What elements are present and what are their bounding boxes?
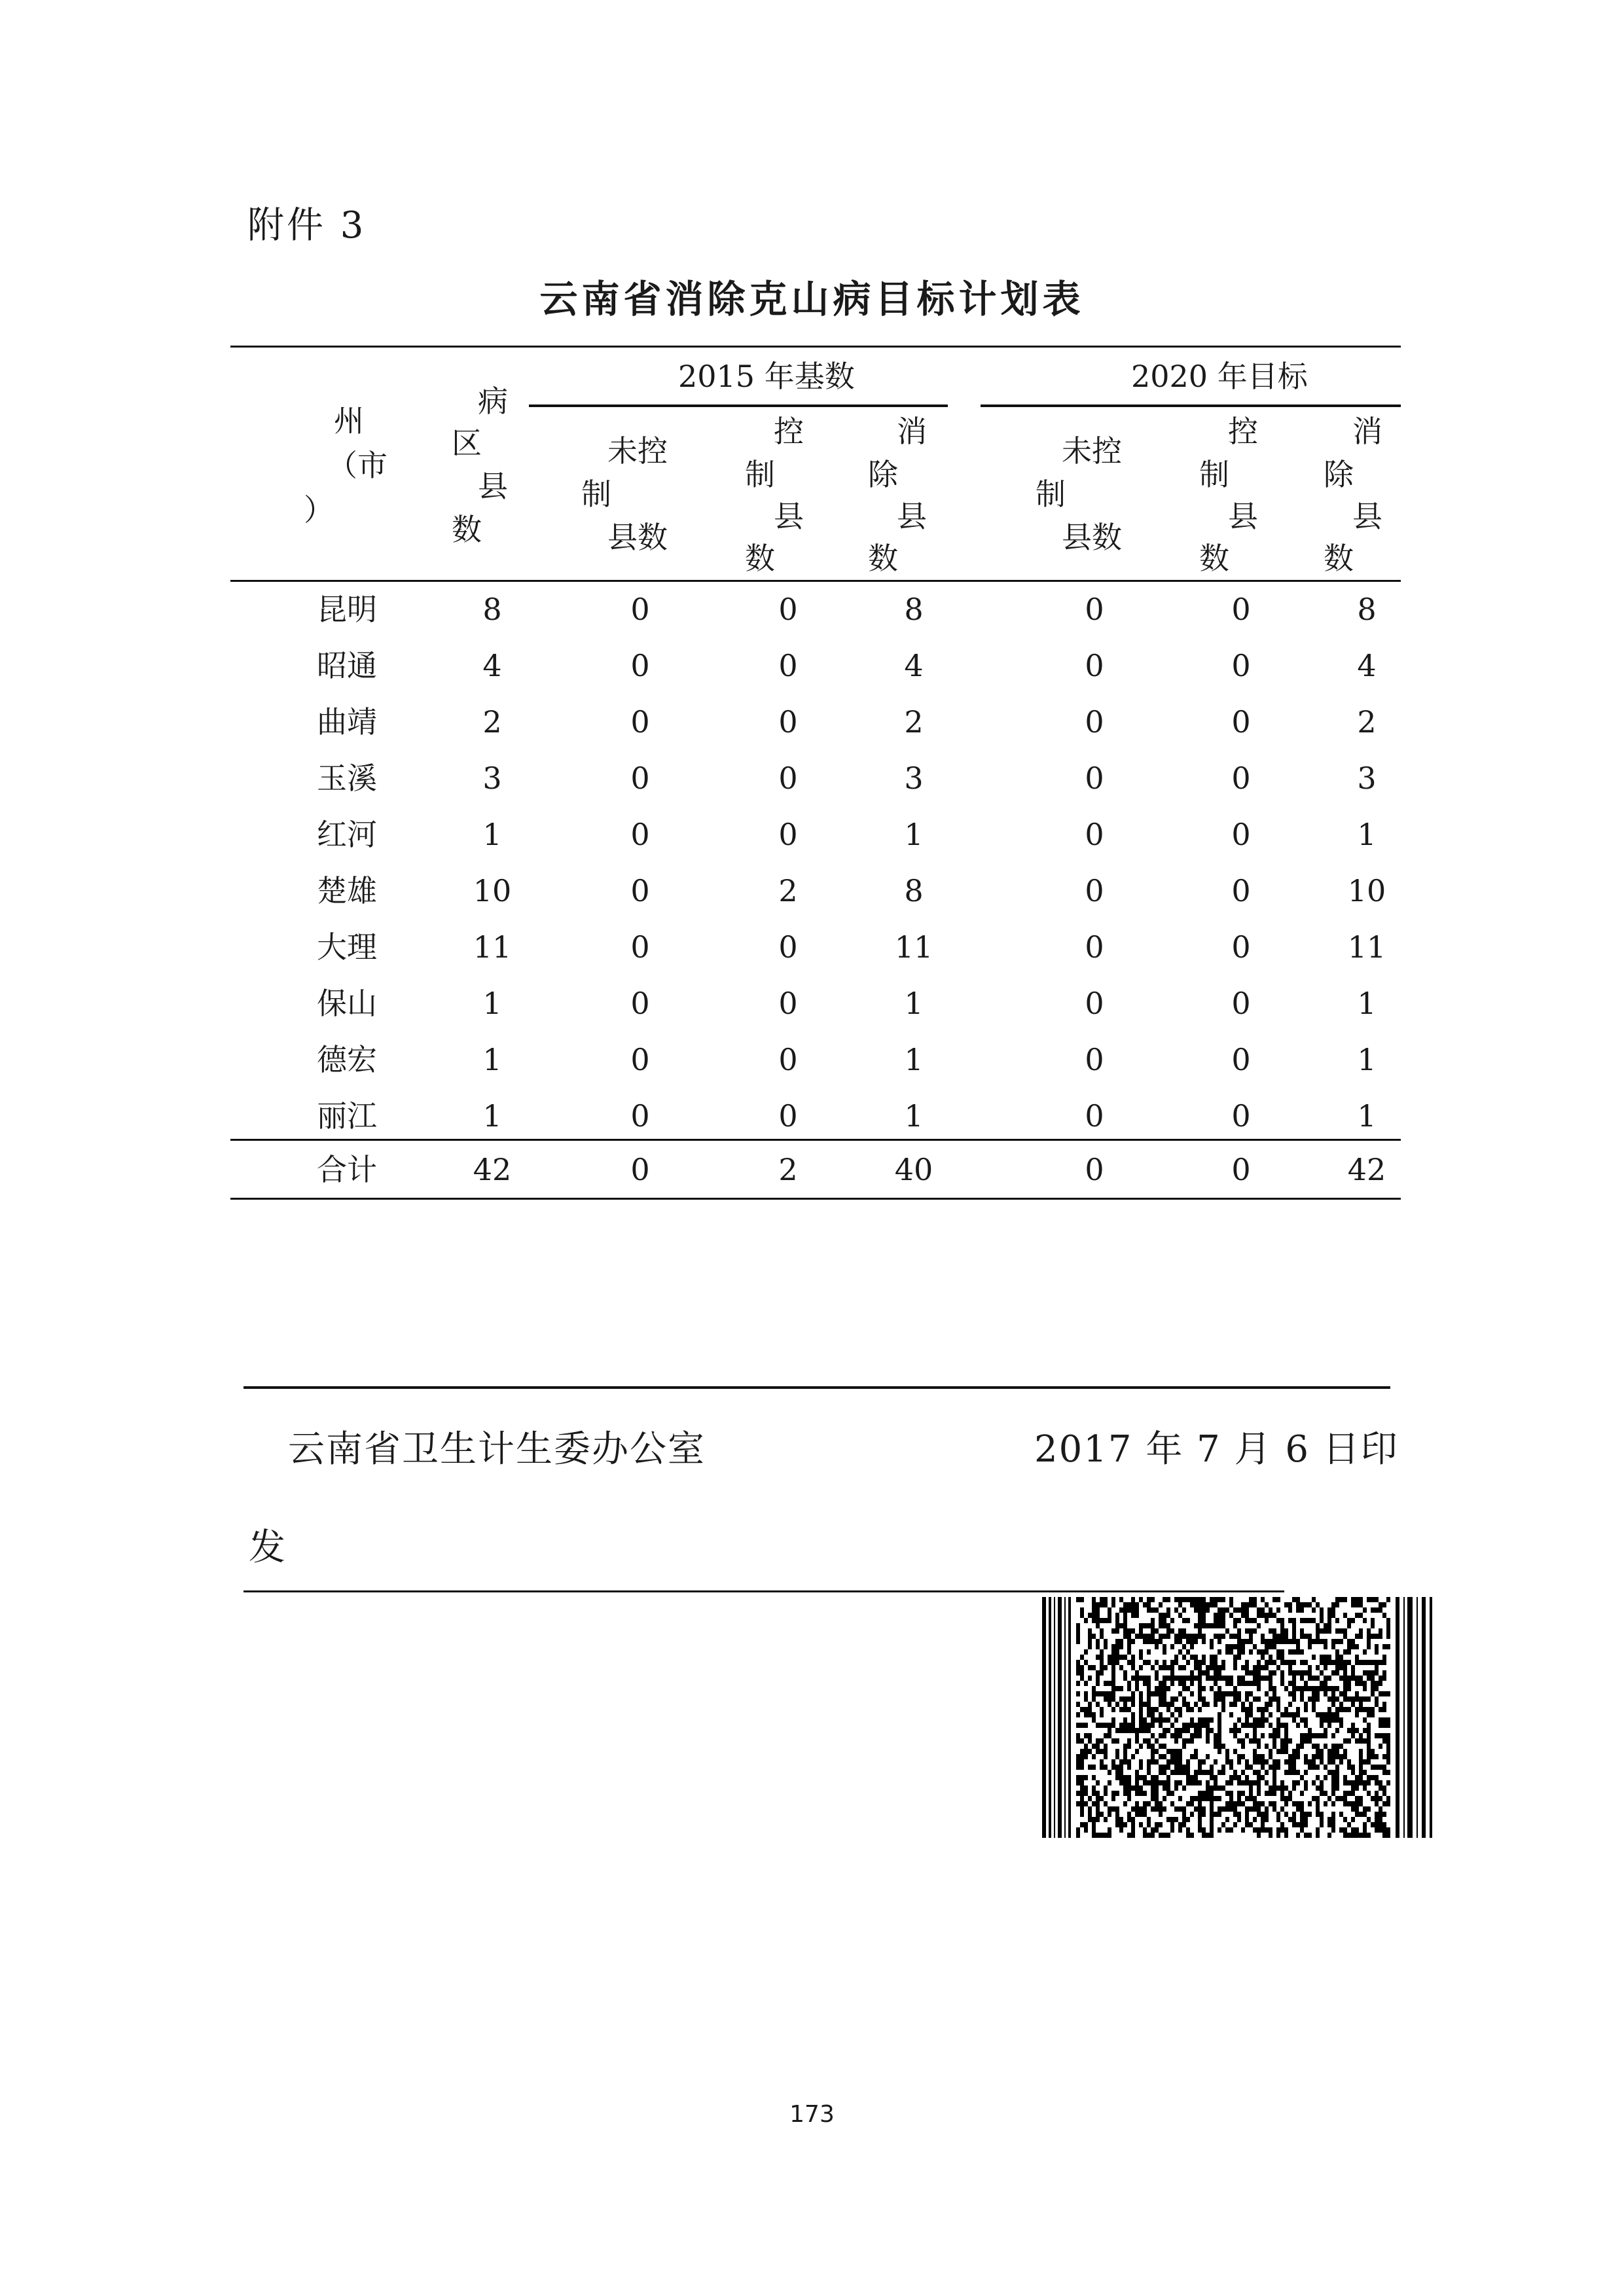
table-row-7-t_unctrl: 0 [1085, 986, 1104, 1021]
table-row-7-counties: 1 [482, 986, 502, 1021]
header-2020-controlled-char-3: 数 [1199, 541, 1229, 576]
header-county-char-3: 数 [452, 512, 482, 547]
table-row-7-name: 保山 [317, 986, 377, 1021]
header-county-char-2: 县 [478, 469, 508, 504]
header-2020-controlled-char-1: 制 [1199, 457, 1229, 492]
header-group-2015: 2015 年基数 [678, 359, 855, 394]
table-row-8-b_elim: 1 [904, 1042, 924, 1077]
issue-date-wrap: 发 [249, 1526, 287, 1569]
header-county-char-1: 区 [452, 425, 482, 461]
barcode-image [1042, 1597, 1435, 1838]
header-2020-eliminated-char-2: 县 [1352, 499, 1382, 534]
header-2015-eliminated-char-2: 县 [897, 499, 927, 534]
table-row-6-b_elim: 11 [894, 929, 933, 965]
table-row-4-b_elim: 1 [904, 817, 924, 852]
table-row-2-t_unctrl: 0 [1085, 704, 1104, 740]
table-row-7-t_ctrl: 0 [1231, 986, 1251, 1021]
header-2015-eliminated-char-3: 数 [868, 541, 898, 576]
total-top-rule [230, 1139, 1401, 1141]
table-row-1-counties: 4 [482, 648, 502, 683]
table-row-3-b_unctrl: 0 [630, 761, 650, 796]
table-row-3-counties: 3 [482, 761, 502, 796]
table-row-9-counties: 1 [482, 1098, 502, 1134]
header-prefecture-char-1: （市 [327, 448, 388, 483]
table-row-4-b_unctrl: 0 [630, 817, 650, 852]
header-prefecture-char-0: 州 [334, 403, 364, 439]
table-row-8-t_ctrl: 0 [1231, 1042, 1251, 1077]
header-2020-uncontrolled-char-1: 制 [1036, 476, 1066, 512]
table-row-9-b_elim: 1 [904, 1098, 924, 1134]
table-row-2-b_ctrl: 0 [778, 704, 798, 740]
header-2015-controlled-char-2: 县 [774, 499, 804, 534]
footer-bottom-rule [244, 1590, 1284, 1592]
table-row-6-t_unctrl: 0 [1085, 929, 1104, 965]
table-row-2-b_elim: 2 [904, 704, 924, 740]
table-row-7-t_elim: 1 [1357, 986, 1377, 1021]
group-2020-rule [981, 404, 1401, 407]
table-top-rule [230, 346, 1401, 348]
table-row-9-t_elim: 1 [1357, 1098, 1377, 1134]
table-total-row-b_elim: 40 [894, 1152, 933, 1187]
table-total-row-b_unctrl: 0 [630, 1152, 650, 1187]
table-row-8-t_unctrl: 0 [1085, 1042, 1104, 1077]
header-2015-eliminated-char-1: 除 [868, 457, 898, 492]
table-row-9-t_ctrl: 0 [1231, 1098, 1251, 1134]
table-row-3-b_elim: 3 [904, 761, 924, 796]
table-total-row-t_ctrl: 0 [1231, 1152, 1251, 1187]
table-row-3-b_ctrl: 0 [778, 761, 798, 796]
header-2020-controlled-char-0: 控 [1228, 414, 1258, 449]
table-row-9-b_ctrl: 0 [778, 1098, 798, 1134]
header-2020-uncontrolled-char-2: 县数 [1062, 520, 1122, 555]
header-2020-controlled-char-2: 县 [1228, 499, 1258, 534]
header-2015-controlled-char-0: 控 [774, 414, 804, 449]
table-row-5-b_ctrl: 2 [778, 873, 798, 908]
table-row-3-name: 玉溪 [317, 761, 377, 796]
header-2015-eliminated-char-0: 消 [897, 414, 927, 449]
table-row-1-t_elim: 4 [1357, 648, 1377, 683]
table-row-0-counties: 8 [482, 592, 502, 627]
table-row-6-b_unctrl: 0 [630, 929, 650, 965]
header-prefecture-char-2: ） [304, 492, 334, 528]
table-row-6-name: 大理 [317, 929, 377, 965]
table-row-2-t_ctrl: 0 [1231, 704, 1251, 740]
table-row-6-counties: 11 [473, 929, 512, 965]
table-row-2-b_unctrl: 0 [630, 704, 650, 740]
table-row-5-t_elim: 10 [1347, 873, 1386, 908]
header-2015-controlled-char-3: 数 [745, 541, 775, 576]
header-2020-uncontrolled-char-0: 未控 [1062, 433, 1122, 469]
table-row-1-b_unctrl: 0 [630, 648, 650, 683]
table-row-2-t_elim: 2 [1357, 704, 1377, 740]
table-row-0-name: 昆明 [317, 592, 377, 627]
table-row-3-t_unctrl: 0 [1085, 761, 1104, 796]
group-2015-rule [529, 404, 948, 407]
table-row-8-name: 德宏 [317, 1042, 377, 1077]
table-row-5-b_unctrl: 0 [630, 873, 650, 908]
table-row-5-b_elim: 8 [904, 873, 924, 908]
table-row-5-t_ctrl: 0 [1231, 873, 1251, 908]
table-row-6-b_ctrl: 0 [778, 929, 798, 965]
table-row-0-b_unctrl: 0 [630, 592, 650, 627]
table-row-4-t_unctrl: 0 [1085, 817, 1104, 852]
header-2015-uncontrolled-char-1: 制 [581, 476, 611, 512]
table-row-9-t_unctrl: 0 [1085, 1098, 1104, 1134]
table-row-1-name: 昭通 [317, 648, 377, 683]
table-total-row-t_elim: 42 [1347, 1152, 1386, 1187]
table-row-4-t_elim: 1 [1357, 817, 1377, 852]
table-row-6-t_ctrl: 0 [1231, 929, 1251, 965]
table-row-0-t_ctrl: 0 [1231, 592, 1251, 627]
header-2015-controlled-char-1: 制 [745, 457, 775, 492]
table-bottom-rule [230, 1198, 1401, 1200]
table-row-8-counties: 1 [482, 1042, 502, 1077]
table-row-0-b_elim: 8 [904, 592, 924, 627]
header-group-2020: 2020 年目标 [1131, 359, 1308, 394]
table-row-7-b_ctrl: 0 [778, 986, 798, 1021]
table-row-3-t_elim: 3 [1357, 761, 1377, 796]
table-row-1-b_ctrl: 0 [778, 648, 798, 683]
table-row-2-name: 曲靖 [317, 704, 377, 740]
table-row-4-name: 红河 [317, 817, 377, 852]
table-row-0-b_ctrl: 0 [778, 592, 798, 627]
table-row-5-t_unctrl: 0 [1085, 873, 1104, 908]
table-row-7-b_elim: 1 [904, 986, 924, 1021]
page-title: 云南省消除克山病目标计划表 [539, 277, 1085, 321]
table-row-4-t_ctrl: 0 [1231, 817, 1251, 852]
table-row-6-t_elim: 11 [1347, 929, 1386, 965]
table-row-3-t_ctrl: 0 [1231, 761, 1251, 796]
table-row-9-b_unctrl: 0 [630, 1098, 650, 1134]
table-row-8-t_elim: 1 [1357, 1042, 1377, 1077]
page-number: 173 [789, 2101, 835, 2128]
header-2020-eliminated-char-1: 除 [1324, 457, 1354, 492]
header-bottom-rule [230, 580, 1401, 582]
table-row-8-b_ctrl: 0 [778, 1042, 798, 1077]
issue-date: 2017 年 7 月 6 日印 [1034, 1428, 1399, 1471]
table-row-0-t_unctrl: 0 [1085, 592, 1104, 627]
header-2020-eliminated-char-0: 消 [1352, 414, 1382, 449]
header-2020-eliminated-char-3: 数 [1324, 541, 1354, 576]
table-total-row-name: 合计 [317, 1152, 377, 1187]
table-row-2-counties: 2 [482, 704, 502, 740]
table-row-7-b_unctrl: 0 [630, 986, 650, 1021]
header-county-char-0: 病 [478, 384, 508, 419]
table-total-row-counties: 42 [473, 1152, 512, 1187]
header-2015-uncontrolled-char-2: 县数 [607, 520, 668, 555]
table-row-1-b_elim: 4 [904, 648, 924, 683]
footer-top-rule [244, 1386, 1390, 1389]
table-row-8-b_unctrl: 0 [630, 1042, 650, 1077]
table-row-5-counties: 10 [473, 873, 512, 908]
table-row-1-t_ctrl: 0 [1231, 648, 1251, 683]
issuer: 云南省卫生计生委办公室 [288, 1428, 706, 1471]
table-row-0-t_elim: 8 [1357, 592, 1377, 627]
table-row-9-name: 丽江 [317, 1098, 377, 1134]
table-row-5-name: 楚雄 [317, 873, 377, 908]
table-row-4-counties: 1 [482, 817, 502, 852]
header-2015-uncontrolled-char-0: 未控 [607, 433, 668, 469]
table-total-row-t_unctrl: 0 [1085, 1152, 1104, 1187]
table-row-4-b_ctrl: 0 [778, 817, 798, 852]
attachment-label: 附件 3 [247, 204, 367, 247]
table-total-row-b_ctrl: 2 [778, 1152, 798, 1187]
table-row-1-t_unctrl: 0 [1085, 648, 1104, 683]
